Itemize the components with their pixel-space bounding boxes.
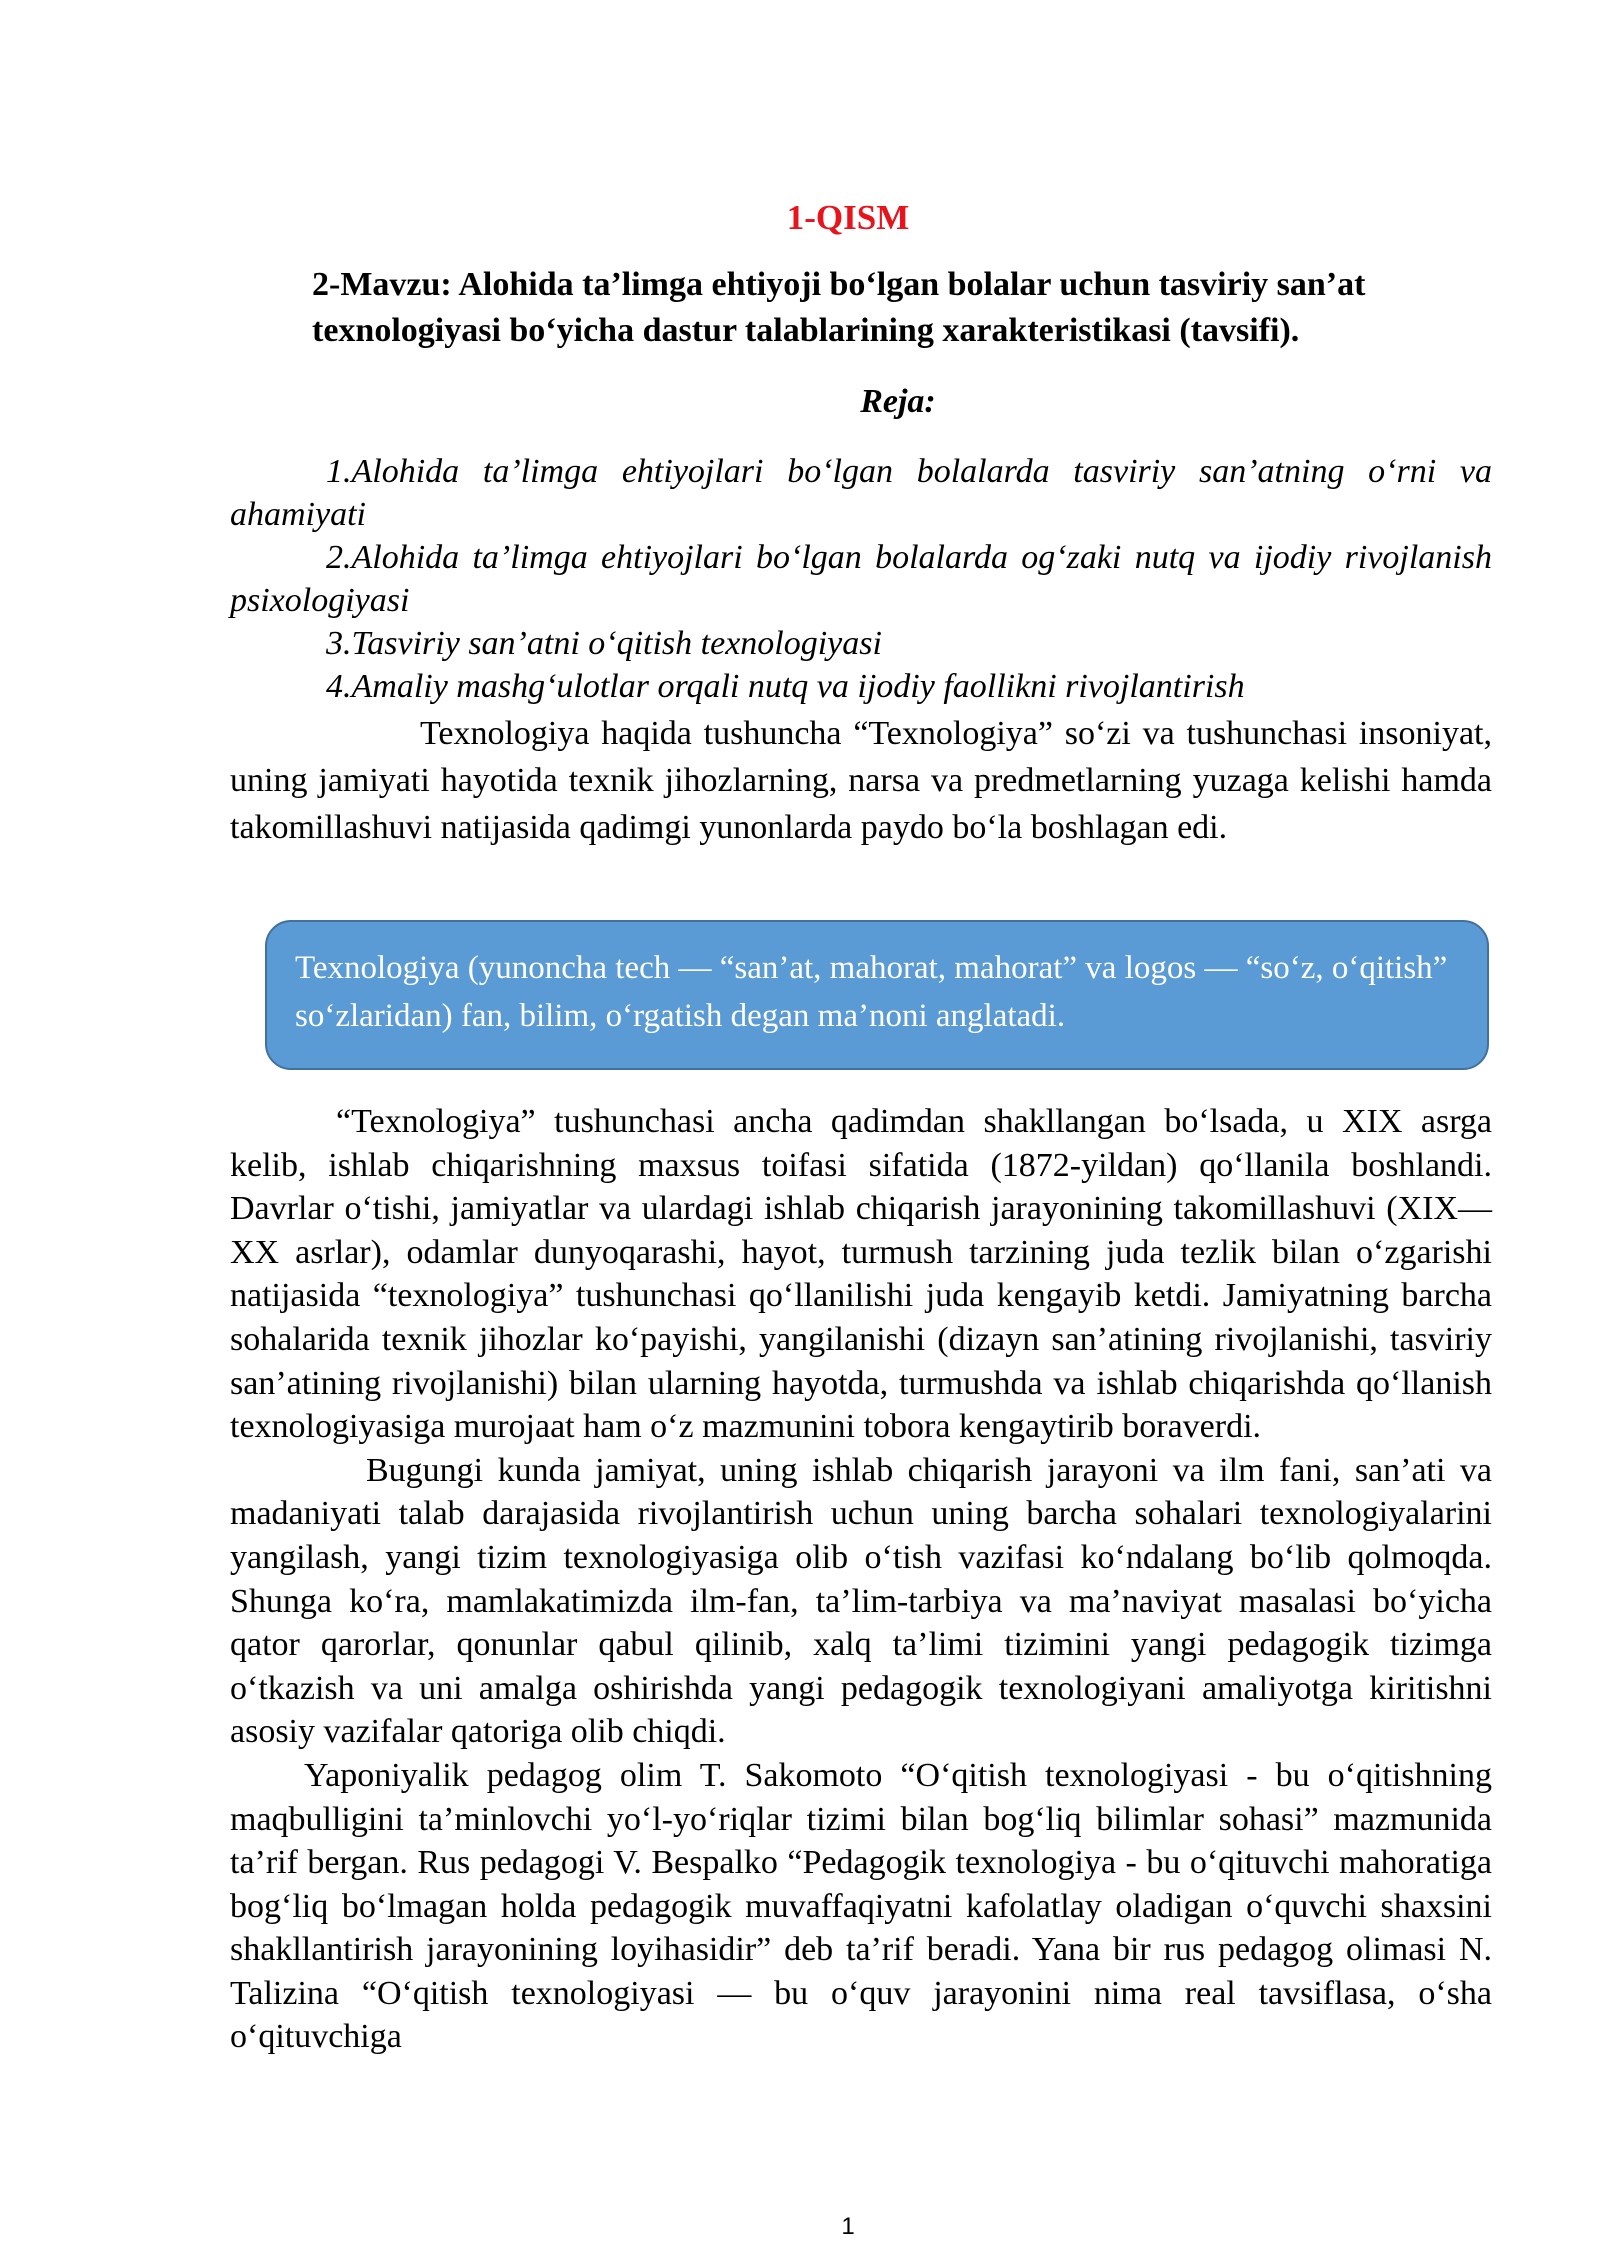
part-title: 1-QISM	[786, 198, 910, 237]
body-paragraph: “Texnologiya” tushunchasi ancha qadimdan shakllangan bo‘lsada, u XIX asrga kelib, ishlab chiqarishning maxsus toifasi sifatida (1872-yildan) qo‘llanila boshlandi. Davrlar o‘tishi, jamiyatlar va ulardagi ishlab chiqarish jarayonining takomillashuvi (XIX—XX asrlar), odamlar dunyoqarashi, hayot, turmush tarzining juda tezlik bilan o‘zgarishi natijasida “texnologiya” tushunchasi qo‘llanilishi juda kengayib ketdi. Jamiyatning barcha sohalarida texnik jihozlar ko‘payishi, yangilanishi (dizayn san’atining rivojlanishi, tasviriy san’atining rivojlanishi) bilan ularning hayotda, turmushda va ishlab chiqarishda qo‘llanish texnologiyasiga murojaat ham o‘z mazmunini tobora kengaytirib boraverdi.	[230, 1103, 1492, 1446]
plan-label: Reja:	[860, 383, 936, 420]
page-number: 1	[841, 2213, 855, 2240]
topic-title: 2-Mavzu: Alohida ta’limga ehtiyoji bo‘lgan bolalar uchun tasviriy san’at texnologiyasi bo‘yicha dastur talablarining xarakteristikasi (tavsifi).	[312, 266, 1366, 349]
body-text	[230, 1100, 1492, 2059]
body-paragraph: Yaponiyalik pedagog olim T. Sakomoto “O‘qitish texnologiyasi - bu o‘qitishning maqbulligini ta’minlovchi yo‘l-yo‘riqlar tizimi bilan bog‘liq bilimlar sohasi” mazmunida ta’rif bergan. Rus pedagogi V. Bespalko “Pedagogik texnologiya - bu o‘qituvchi mahoratiga bog‘liq bo‘lmagan holda pedagogik muvaffaqiyatni kafolatlay oladigan o‘quvchi shaxsini shakllantirish jarayonining loyihasidir” deb ta’rif beradi. Yana bir rus pedagog olimasi N. Talizina “O‘qitish texnologiyasi — bu o‘quv jarayonini nima real tavsiflasa, o‘sha o‘qituvchiga	[230, 1756, 1492, 2056]
plan-item: 3.Tasviriy san’atni o‘qitish texnologiyasi	[326, 625, 882, 662]
plan-list	[230, 450, 1492, 708]
intro-paragraph: Texnologiya haqida tushuncha “Texnologiya” so‘zi va tushunchasi insoniyat, uning jamiyati hayotida texnik jihozlarning, narsa va predmetlarning yuzaga kelishi hamda takomillashuvi natijasida qadimgi yunonlarda paydo bo‘la boshlagan edi.	[230, 715, 1492, 846]
plan-item: 1.Alohida ta’limga ehtiyojlari bo‘lgan bolalarda tasviriy san’atning o‘rni va ahamiyati	[230, 453, 1492, 533]
definition-callout	[265, 920, 1489, 1070]
body-paragraph: Bugungi kunda jamiyat, uning ishlab chiqarish jarayoni va ilm fani, san’ati va madaniyati talab darajasida rivojlantirish uchun uning barcha sohalari texnologiyalarini yangilash, yangi tizim texnologiyasiga olib o‘tish vazifasi ko‘ndalang bo‘lib qolmoqda. Shunga ko‘ra, mamlakatimizda ilm-fan, ta’lim-tarbiya va ma’naviyat masalasi bo‘yicha qator qarorlar, qonunlar qabul qilinib, xalq ta’limi tizimini yangi pedagogik tizimga o‘tkazish va uni amalga oshirishda yangi pedagogik texnologiyani amaliyotga kiritishni asosiy vazifalar qatoriga olib chiqdi.	[230, 1451, 1492, 1751]
callout-text: Texnologiya (yunoncha tech — “san’at, mahorat, mahorat” va logos — “so‘z, o‘qitish” so‘zlaridan) fan, bilim, o‘rgatish degan ma’noni anglatadi.	[295, 950, 1448, 1034]
plan-item: 2.Alohida ta’limga ehtiyojlari bo‘lgan bolalarda og‘zaki nutq va ijodiy rivojlanish psixologiyasi	[230, 539, 1492, 619]
plan-item: 4.Amaliy mashg‘ulotlar orqali nutq va ijodiy faollikni rivojlantirish	[326, 668, 1245, 705]
